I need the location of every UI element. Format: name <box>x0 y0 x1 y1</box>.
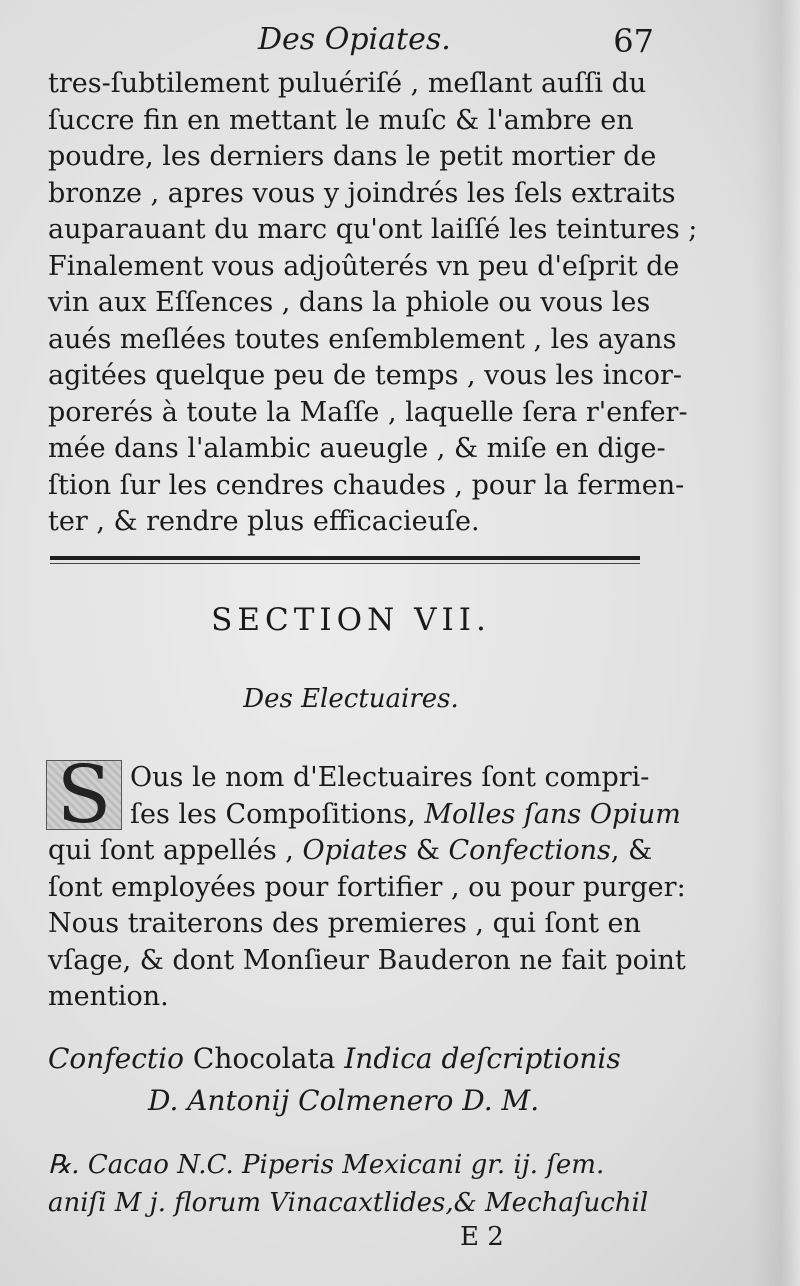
italic-term: Molles ſans Opium <box>424 798 681 830</box>
italic-term: Indica deſcriptionis <box>344 1042 621 1075</box>
recipe-title <box>48 1038 654 1122</box>
text-line: aués meſlées toutes enſemblement , les ayans <box>48 323 677 355</box>
section-heading: SECTION VII. <box>211 602 491 638</box>
paragraph-electuaires <box>48 833 686 1016</box>
text-line: ſuccre fin en mettant le muſc & l'ambre en <box>48 104 634 136</box>
text-run: , & <box>610 835 653 866</box>
section-subtitle: Des Electuaires. <box>243 684 459 714</box>
text-line: aniſi M j. florum Vinacaxtlides,& Mechaſuchil <box>48 1188 649 1218</box>
text-line <box>130 797 681 834</box>
text-line: Nous traiterons des premieres , qui ſont en <box>48 908 641 939</box>
text-line: bronze , apres vous y joindrés les ſels extraits <box>48 177 676 209</box>
recipe-ingredients <box>48 1146 654 1222</box>
page-number: 67 <box>613 22 654 60</box>
divider-thin-rule <box>50 563 640 564</box>
text-line: ſont employées pour fortifier , ou pour purger: <box>48 871 686 903</box>
text-line: Ous le nom d'Electuaires ſont compri- <box>130 762 650 793</box>
paragraph-opiates <box>48 66 698 541</box>
text-line: ter , & rendre plus efficacieuſe. <box>48 506 480 537</box>
text-line: auparauant du marc qu'ont laiſſé les teintures ; <box>48 214 698 245</box>
text-line: vin aux Eſſences , dans la phiole ou vous les <box>48 287 651 318</box>
page-edge-shadow <box>752 0 800 1286</box>
text-line: mention. <box>48 981 169 1012</box>
ornamental-drop-cap: S <box>46 760 122 830</box>
text-run: & <box>407 835 449 866</box>
italic-term: Opiates <box>302 835 408 866</box>
text-line: mée dans l'alambic aueugle , & miſe en dige- <box>48 433 666 464</box>
text-line: poudre, les derniers dans le petit mortier de <box>48 141 657 172</box>
recipe-title-line <box>48 1042 621 1075</box>
section-divider <box>50 552 640 568</box>
divider-thick-rule <box>50 556 640 560</box>
text-line: ℞. Cacao N.C. Piperis Mexicani gr. ij. ſem. <box>48 1150 605 1180</box>
text-line: agitées quelque peu de temps , vous les incor- <box>48 360 682 391</box>
signature-mark: E 2 <box>460 1222 504 1252</box>
text-line: tres-ſubtilement puluériſé , meſlant auſſi du <box>48 68 647 99</box>
text-line: Finalement vous adjoûterés vn peu d'eſprit de <box>48 250 680 282</box>
text-line: ſtion ſur les cendres chaudes , pour la fermen- <box>48 469 685 501</box>
italic-term: Confections <box>448 835 611 866</box>
running-head: Des Opiates. <box>258 22 451 57</box>
italic-term: Confectio <box>48 1042 184 1075</box>
text-line: vſage, & dont Monſieur Bauderon ne fait point <box>48 944 686 976</box>
text-line: porerés à toute la Maſſe , laquelle ſera r'enfer- <box>48 396 688 428</box>
text-run: Chocolata <box>184 1042 345 1075</box>
page-header <box>48 18 654 68</box>
paragraph-electuaires-first-lines <box>130 760 681 833</box>
text-run: ſes les Compoſitions, <box>130 798 425 830</box>
text-run: qui ſont appellés , <box>48 835 303 866</box>
recipe-author: D. Antonij Colmenero D. M. <box>148 1084 540 1117</box>
text-line <box>48 833 654 870</box>
